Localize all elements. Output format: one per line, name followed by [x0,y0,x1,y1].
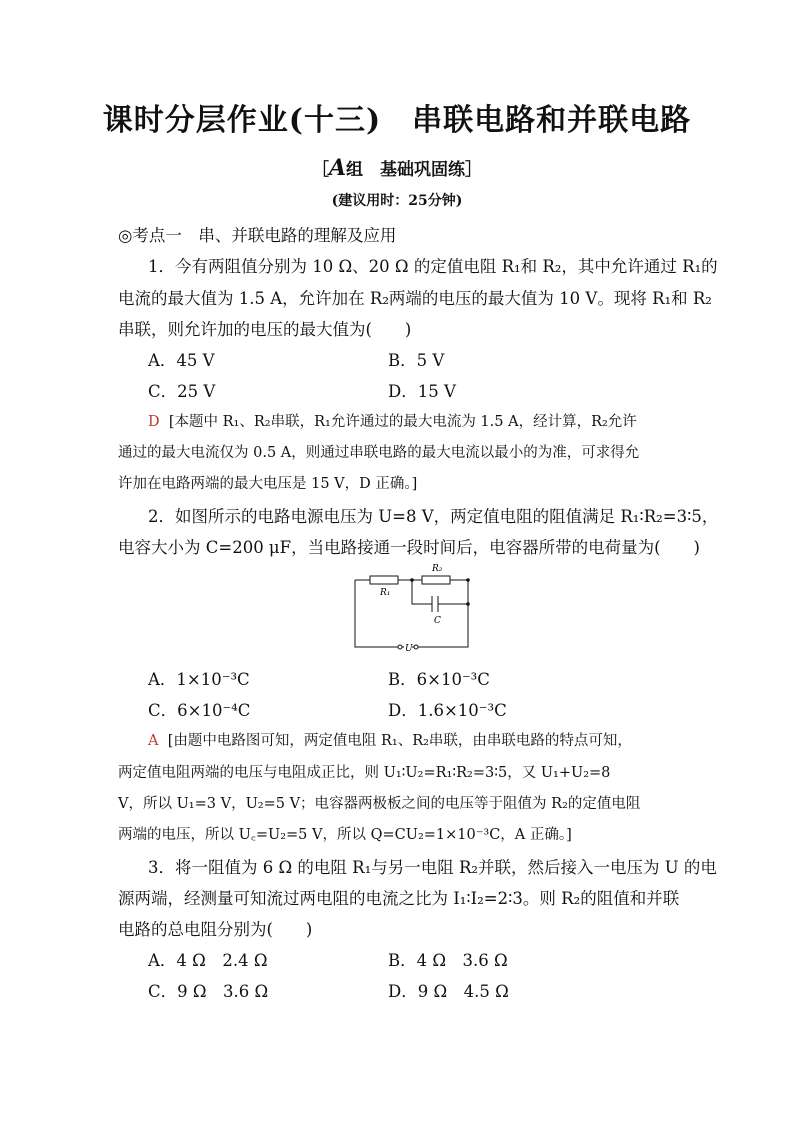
q1-option-d: D．15 V [388,382,456,401]
q1-option-a: A．45 V [148,351,215,370]
label-u: U [405,644,413,654]
label-c: C [434,616,441,626]
q3-line-1: 3．将一阻值为 6 Ω 的电阻 R₁与另一电阻 R₂并联，然后接入一电压为 U 的电 [148,858,717,877]
q2-option-d: D．1.6×10⁻³C [388,701,507,720]
q1-answer-letter: D [148,414,160,430]
q3-option-a: A．4 Ω 2.4 Ω [148,951,268,970]
group-letter: A [328,155,347,181]
q2-explanation-3: V，所以 U₁=3 V，U₂=5 V；电容器两极板之间的电压等于阻值为 R₂的定值电阻 [118,796,641,812]
group-label: 组 基础巩固练 [346,160,466,180]
label-r1: R₁ [380,588,391,598]
capacitor-c [432,596,438,612]
resistor-r2 [422,576,450,584]
q3-option-b: B．4 Ω 3.6 Ω [388,951,508,970]
q2-option-b: B．6×10⁻³C [388,670,490,689]
q3-line-3: 电路的总电阻分别为( ) [118,920,313,939]
q1-explanation-3: 许加在电路两端的最大电压是 15 V，D 正确。] [118,476,418,492]
q1-line-2: 电流的最大值为 1.5 A，允许加在 R₂两端的电压的最大值为 10 V。现将 R₁和 R₂ [118,289,712,308]
q2-explanation-4: 两端的电压，所以 U꜀=U₂=5 V，所以 Q=CU₂=1×10⁻³C，A 正确。] [118,827,572,843]
q2-explanation-1 [148,729,632,750]
q2-answer-letter: A [148,733,159,749]
q2-line-2: 电容大小为 C=200 μF，当电路接通一段时间后，电容器所带的电荷量为( ) [118,538,700,557]
q3-option-d: D．9 Ω 4.5 Ω [388,982,509,1001]
q1-explanation-2: 通过的最大电流仅为 0.5 A，则通过串联电路的最大电流以最小的为准，可求得允 [118,445,640,461]
q2-option-c: C．6×10⁻⁴C [148,701,251,720]
q1-line-3: 串联，则允许加的电压的最大值为( ) [118,320,412,339]
q3-option-c: C．9 Ω 3.6 Ω [148,982,269,1001]
q2-line-1: 2．如图所示的电路电源电压为 U=8 V，两定值电阻的阻值满足 R₁∶R₂=3∶5， [148,507,719,526]
q1-explanation-text: [本题中 R₁、R₂串联，R₁允许通过的最大电流为 1.5 A，经计算，R₂允许 [168,414,637,430]
resistor-r1 [370,576,398,584]
q1-option-b: B．5 V [388,351,445,370]
q2-explanation-2: 两定值电阻两端的电压与电阻成正比，则 U₁∶U₂=R₁∶R₂=3∶5，又 U₁+U₂=8 [118,765,611,781]
q1-explanation-1 [148,410,637,431]
q2-option-a: A．1×10⁻³C [148,670,250,689]
section-heading: ◎考点一 串、并联电路的理解及应用 [118,226,397,245]
circuit-diagram [350,560,480,656]
q3-line-2: 源两端，经测量可知流过两电阻的电流之比为 I₁∶I₂=2∶3。则 R₂的阻值和并联 [118,889,680,908]
page-title: 课时分层作业(十三) 串联电路和并联电路 [102,103,692,138]
q2-explanation-text: [由题中电路图可知，两定值电阻 R₁、R₂串联，由串联电路的特点可知， [167,733,632,749]
q1-option-c: C．25 V [148,382,216,401]
group-heading: ［A组 基础巩固练］ [311,155,483,181]
label-r2: R₂ [432,564,443,574]
time-note: (建议用时：25分钟) [331,193,463,209]
q1-line-1: 1．今有两阻值分别为 10 Ω、20 Ω 的定值电阻 R₁和 R₂，其中允许通过 R₁的 [148,257,718,276]
